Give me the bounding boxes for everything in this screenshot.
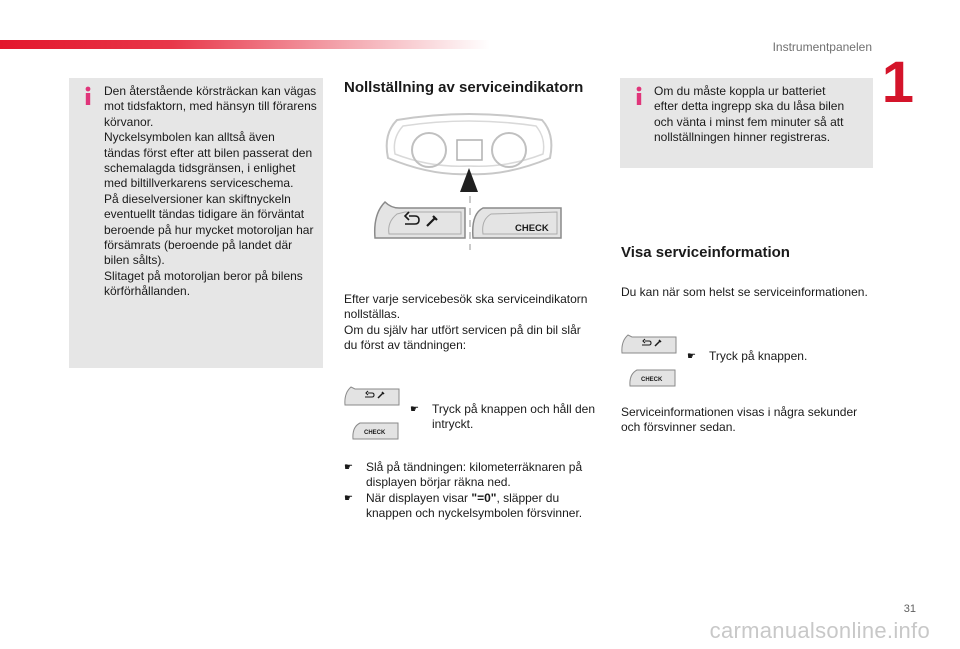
page-number: 31: [903, 603, 916, 615]
left-note-box: [69, 78, 323, 368]
note-line: tändas först efter att bilen passerat den: [104, 145, 313, 160]
note-line: med biltillverkarens serviceschema.: [104, 176, 294, 191]
step-text: , släpper du: [496, 491, 560, 505]
intro-line: Om du själv har utfört servicen på din bil slår: [344, 322, 581, 337]
pointer-icon: ☛: [687, 351, 696, 362]
display-value: "=0": [471, 491, 497, 505]
header-red-bar: [0, 40, 490, 49]
watermark: carmanualsonline.info: [709, 618, 930, 643]
note-line: schemalagda tidsgränsen, i enlighet: [104, 161, 296, 176]
section-heading-reset: Nollställning av serviceindikatorn: [344, 79, 584, 96]
note-line: körförhållanden.: [104, 284, 191, 299]
right-note-text: [654, 84, 869, 146]
right-note-box: [620, 78, 873, 168]
pointer-icon: ☛: [410, 404, 419, 415]
left-note-text: [104, 84, 320, 300]
note-line: nollställningen hinner registreras.: [654, 130, 831, 145]
check-label-small: CHECK: [364, 430, 386, 436]
note-line: försämrats (beroende på landet där: [104, 238, 293, 253]
note-line: Om du måste koppla ur batteriet: [654, 84, 826, 98]
note-line: eventuellt tändas tidigare än förväntat: [104, 207, 305, 222]
wrench-button-small: [343, 385, 401, 407]
step-ignition: [344, 460, 604, 491]
note-line: På dieselversioner kan skiftnyckeln: [104, 191, 291, 206]
step-line: Slå på tändningen: kilometerräknaren på: [366, 460, 583, 474]
show-info-text: Du kan när som helst se serviceinformationen.: [621, 285, 868, 299]
note-line: Nyckelsymbolen kan alltså även: [104, 130, 275, 145]
intro-line: nollställas.: [344, 307, 401, 322]
check-button-small: [627, 368, 677, 388]
note-line: Slitaget på motoroljan beror på bilens: [104, 268, 303, 283]
step-line: [366, 491, 582, 506]
step-line: knappen och nyckelsymbolen försvinner.: [366, 506, 583, 521]
note-line: efter detta ingrepp ska du låsa bilen: [654, 99, 845, 114]
step-line: displayen börjar räkna ned.: [366, 475, 511, 490]
result-line: och försvinner sedan.: [621, 420, 736, 435]
step-line: intryckt.: [432, 417, 474, 432]
check-label-small: CHECK: [641, 377, 663, 383]
note-line: körvanor.: [104, 114, 154, 129]
result-line: Serviceinformationen visas i några sekunder: [621, 405, 858, 419]
intro-line: Efter varje servicebesök ska serviceindikatorn: [344, 292, 588, 306]
reset-intro: [344, 292, 604, 354]
check-button-small: [350, 421, 400, 441]
step-text: När displayen visar: [366, 491, 472, 505]
step-press-hold: [410, 402, 610, 433]
note-line: bilen sålts).: [104, 253, 165, 268]
step-release: [344, 491, 604, 522]
note-line: och vänta i minst fem minuter så att: [654, 114, 844, 129]
note-line: mot tidsfaktorn, med hänsyn till förarens: [104, 99, 317, 114]
show-info-result: [621, 405, 881, 436]
info-icon: [632, 86, 646, 106]
note-line: beroende på hur mycket motoroljan har: [104, 222, 314, 237]
instrument-cluster-illustration: [357, 110, 582, 260]
check-button-label: CHECK: [515, 223, 549, 234]
step-line: Tryck på knappen.: [709, 349, 808, 363]
section-title: Instrumentpanelen: [772, 40, 872, 54]
pointer-icon: ☛: [344, 462, 353, 473]
section-heading-show: Visa serviceinformation: [621, 244, 790, 261]
wrench-button-small: [620, 333, 678, 355]
note-line: Den återstående körsträckan kan vägas: [104, 84, 317, 98]
step-line: Tryck på knappen och håll den: [432, 402, 595, 416]
step-press: [687, 349, 867, 364]
pointer-icon: ☛: [344, 493, 353, 504]
chapter-number: 1: [881, 50, 914, 115]
intro-line: du först av tändningen:: [344, 338, 467, 353]
info-icon: [81, 86, 95, 106]
